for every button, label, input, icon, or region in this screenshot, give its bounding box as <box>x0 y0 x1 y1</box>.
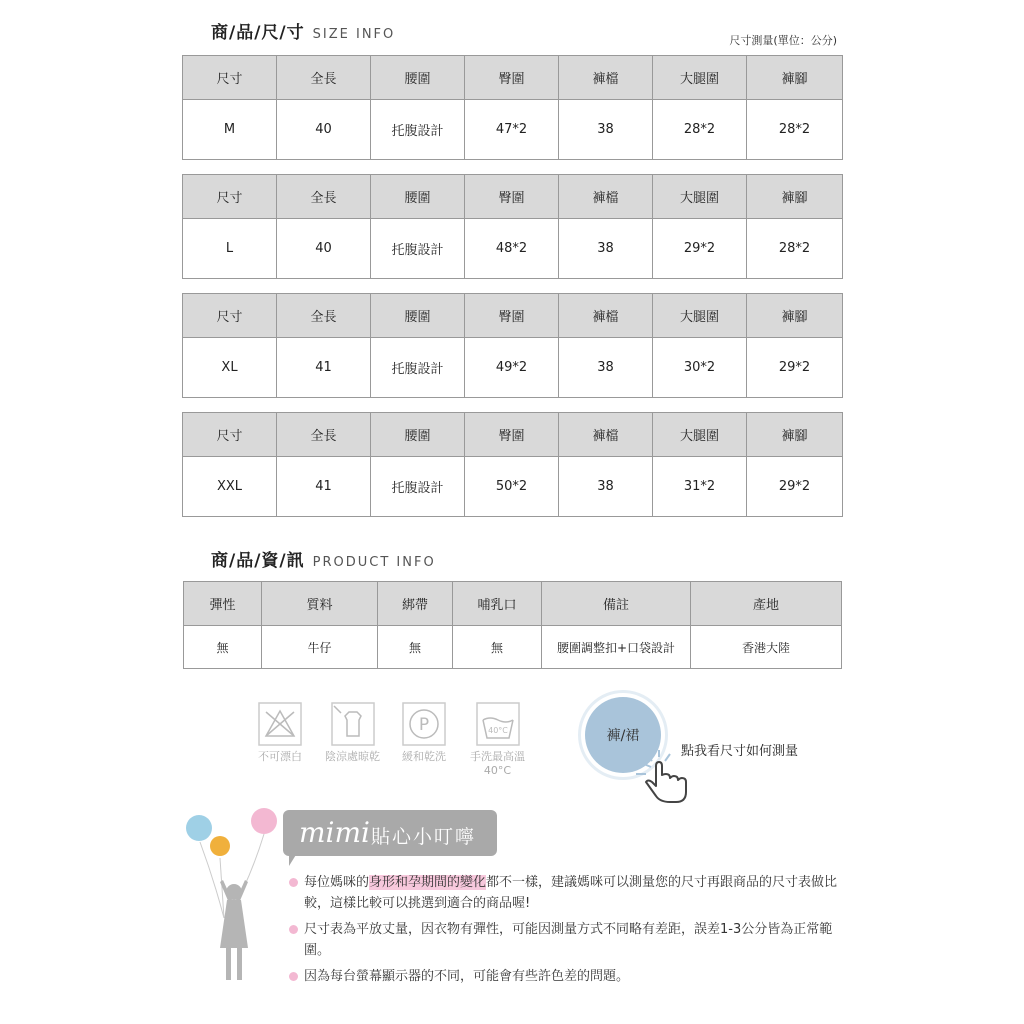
product-info-title-en: PRODUCT INFO <box>312 555 436 570</box>
size-value-cell: 托腹設計 <box>371 100 465 160</box>
size-value-cell: 38 <box>559 219 653 279</box>
size-header-cell: 褲腳 <box>747 294 843 338</box>
care-shade-dry <box>325 702 380 764</box>
care-hand-wash <box>470 702 525 778</box>
size-info-title <box>211 18 395 43</box>
dry-clean-letter: P <box>418 715 430 735</box>
care-label <box>470 750 525 778</box>
product-info-title-zh: 商/品/資/訊 <box>211 551 305 571</box>
size-value-cell: 50*2 <box>465 457 559 517</box>
size-header-cell: 褲檔 <box>559 175 653 219</box>
size-value-cell: 49*2 <box>465 338 559 398</box>
size-value-cell: 29*2 <box>747 338 843 398</box>
care-label-line: 手洗最高溫 <box>470 750 525 763</box>
product-value-cell: 腰圍調整扣+口袋設計 <box>542 626 691 669</box>
unit-note: 尺寸測量(單位：公分) <box>729 34 837 47</box>
tips-banner-tail <box>289 850 299 866</box>
size-value-cell: 托腹設計 <box>371 219 465 279</box>
product-header-cell: 綁帶 <box>378 582 453 626</box>
size-header-cell: 腰圍 <box>371 56 465 100</box>
measure-circle-label: 褲/裙 <box>606 728 640 744</box>
care-label-line: 40°C <box>483 764 512 777</box>
size-header-cell: 褲檔 <box>559 56 653 100</box>
care-no-bleach <box>258 702 302 764</box>
size-header-cell: 全長 <box>277 175 371 219</box>
size-header-cell: 臀圍 <box>465 294 559 338</box>
size-value-row <box>183 338 843 398</box>
size-header-row <box>183 175 843 219</box>
tip-note-1 <box>304 872 844 914</box>
product-value-cell: 無 <box>184 626 262 669</box>
measure-guide-link[interactable]: 點我看尺寸如何測量 <box>681 744 799 759</box>
size-header-cell: 褲腳 <box>747 56 843 100</box>
product-header-row <box>184 582 842 626</box>
size-header-row <box>183 294 843 338</box>
care-gentle-dryclean <box>402 702 446 764</box>
product-info-title <box>211 546 436 571</box>
tip-note-3 <box>304 966 844 987</box>
tip-note-1-pre: 每位媽咪的 <box>304 875 370 890</box>
size-value-cell: 30*2 <box>653 338 747 398</box>
tip-note-3-text: 因為每台螢幕顯示器的不同，可能會有些許色差的問題。 <box>304 969 630 984</box>
size-table-xxl <box>182 412 843 517</box>
size-value-cell: 38 <box>559 100 653 160</box>
size-header-cell: 大腿圍 <box>653 294 747 338</box>
size-value-row <box>183 457 843 517</box>
bullet-dot <box>289 972 298 981</box>
tips-banner <box>283 810 497 856</box>
size-header-cell: 大腿圍 <box>653 175 747 219</box>
size-value-cell: 31*2 <box>653 457 747 517</box>
size-value-cell: 28*2 <box>653 100 747 160</box>
size-value-cell: 40 <box>277 219 371 279</box>
size-value-cell: 28*2 <box>747 100 843 160</box>
size-header-cell: 尺寸 <box>183 413 277 457</box>
size-value-cell: M <box>183 100 277 160</box>
product-header-cell: 產地 <box>691 582 842 626</box>
size-header-cell: 褲腳 <box>747 175 843 219</box>
bullet-dot <box>289 878 298 887</box>
wash-temp-text: 40°C <box>487 726 508 735</box>
size-value-cell: 29*2 <box>747 457 843 517</box>
size-info-title-zh: 商/品/尺/寸 <box>211 23 305 43</box>
shade-dry-icon <box>331 702 375 746</box>
size-value-cell: 38 <box>559 457 653 517</box>
size-header-cell: 全長 <box>277 413 371 457</box>
product-info-table <box>183 581 842 669</box>
size-header-cell: 臀圍 <box>465 175 559 219</box>
size-info-title-en: SIZE INFO <box>312 27 396 42</box>
product-value-cell: 香港大陸 <box>691 626 842 669</box>
size-header-cell: 褲檔 <box>559 413 653 457</box>
size-header-cell: 臀圍 <box>465 413 559 457</box>
size-value-cell: XXL <box>183 457 277 517</box>
size-value-cell: 41 <box>277 457 371 517</box>
girl-silhouette <box>220 880 248 980</box>
hand-wash-icon <box>476 702 520 746</box>
size-value-cell: 28*2 <box>747 219 843 279</box>
size-value-cell: 38 <box>559 338 653 398</box>
girl-with-balloons-illustration <box>180 800 280 990</box>
product-value-cell: 牛仔 <box>262 626 378 669</box>
product-value-cell: 無 <box>453 626 542 669</box>
tip-note-1-post: 都不一樣，建議媽咪可以測量您的尺寸再跟商品的尺寸表做比較，這樣比較可以挑選到適合的商品喔! <box>304 875 838 911</box>
size-header-cell: 大腿圍 <box>653 413 747 457</box>
size-value-cell: 41 <box>277 338 371 398</box>
size-value-cell: 托腹設計 <box>371 338 465 398</box>
size-value-cell: 29*2 <box>653 219 747 279</box>
balloon-yellow <box>210 836 230 856</box>
size-table-l <box>182 174 843 279</box>
tip-note-1-highlight: 身形和孕期間的變化 <box>369 875 487 890</box>
size-value-row <box>183 100 843 160</box>
care-label: 緩和乾洗 <box>402 750 446 763</box>
size-header-cell: 腰圍 <box>371 413 465 457</box>
size-table-m <box>182 55 843 160</box>
bullet-dot <box>289 925 298 934</box>
size-header-cell: 尺寸 <box>183 175 277 219</box>
size-header-cell: 褲腳 <box>747 413 843 457</box>
tip-note-2-text: 尺寸表為平放丈量，因衣物有彈性，可能因測量方式不同略有差距，誤差1-3公分皆為正常範圍。 <box>304 922 833 958</box>
tip-note-2 <box>304 919 844 961</box>
size-value-cell: 47*2 <box>465 100 559 160</box>
size-value-cell: XL <box>183 338 277 398</box>
size-value-cell: 40 <box>277 100 371 160</box>
size-table-xl <box>182 293 843 398</box>
product-value-cell: 無 <box>378 626 453 669</box>
dry-clean-p-icon <box>402 702 446 746</box>
size-header-cell: 腰圍 <box>371 294 465 338</box>
tips-brand: mimi <box>299 816 371 849</box>
tips-title: 貼心小叮嚀 <box>371 826 477 848</box>
size-header-row <box>183 413 843 457</box>
care-label: 不可漂白 <box>258 750 302 763</box>
size-header-cell: 全長 <box>277 294 371 338</box>
size-value-cell: 托腹設計 <box>371 457 465 517</box>
size-header-cell: 全長 <box>277 56 371 100</box>
product-header-cell: 哺乳口 <box>453 582 542 626</box>
balloon-blue <box>186 815 212 841</box>
product-header-cell: 備註 <box>542 582 691 626</box>
size-header-cell: 尺寸 <box>183 56 277 100</box>
product-header-cell: 彈性 <box>184 582 262 626</box>
size-header-cell: 大腿圍 <box>653 56 747 100</box>
product-header-cell: 質料 <box>262 582 378 626</box>
size-header-cell: 褲檔 <box>559 294 653 338</box>
size-header-row <box>183 56 843 100</box>
size-header-cell: 臀圍 <box>465 56 559 100</box>
product-value-row <box>184 626 842 669</box>
size-value-cell: 48*2 <box>465 219 559 279</box>
size-value-row <box>183 219 843 279</box>
size-header-cell: 腰圍 <box>371 175 465 219</box>
no-bleach-icon <box>258 702 302 746</box>
size-header-cell: 尺寸 <box>183 294 277 338</box>
size-value-cell: L <box>183 219 277 279</box>
care-label: 陰涼處晾乾 <box>325 750 380 763</box>
balloon-pink <box>251 808 277 834</box>
